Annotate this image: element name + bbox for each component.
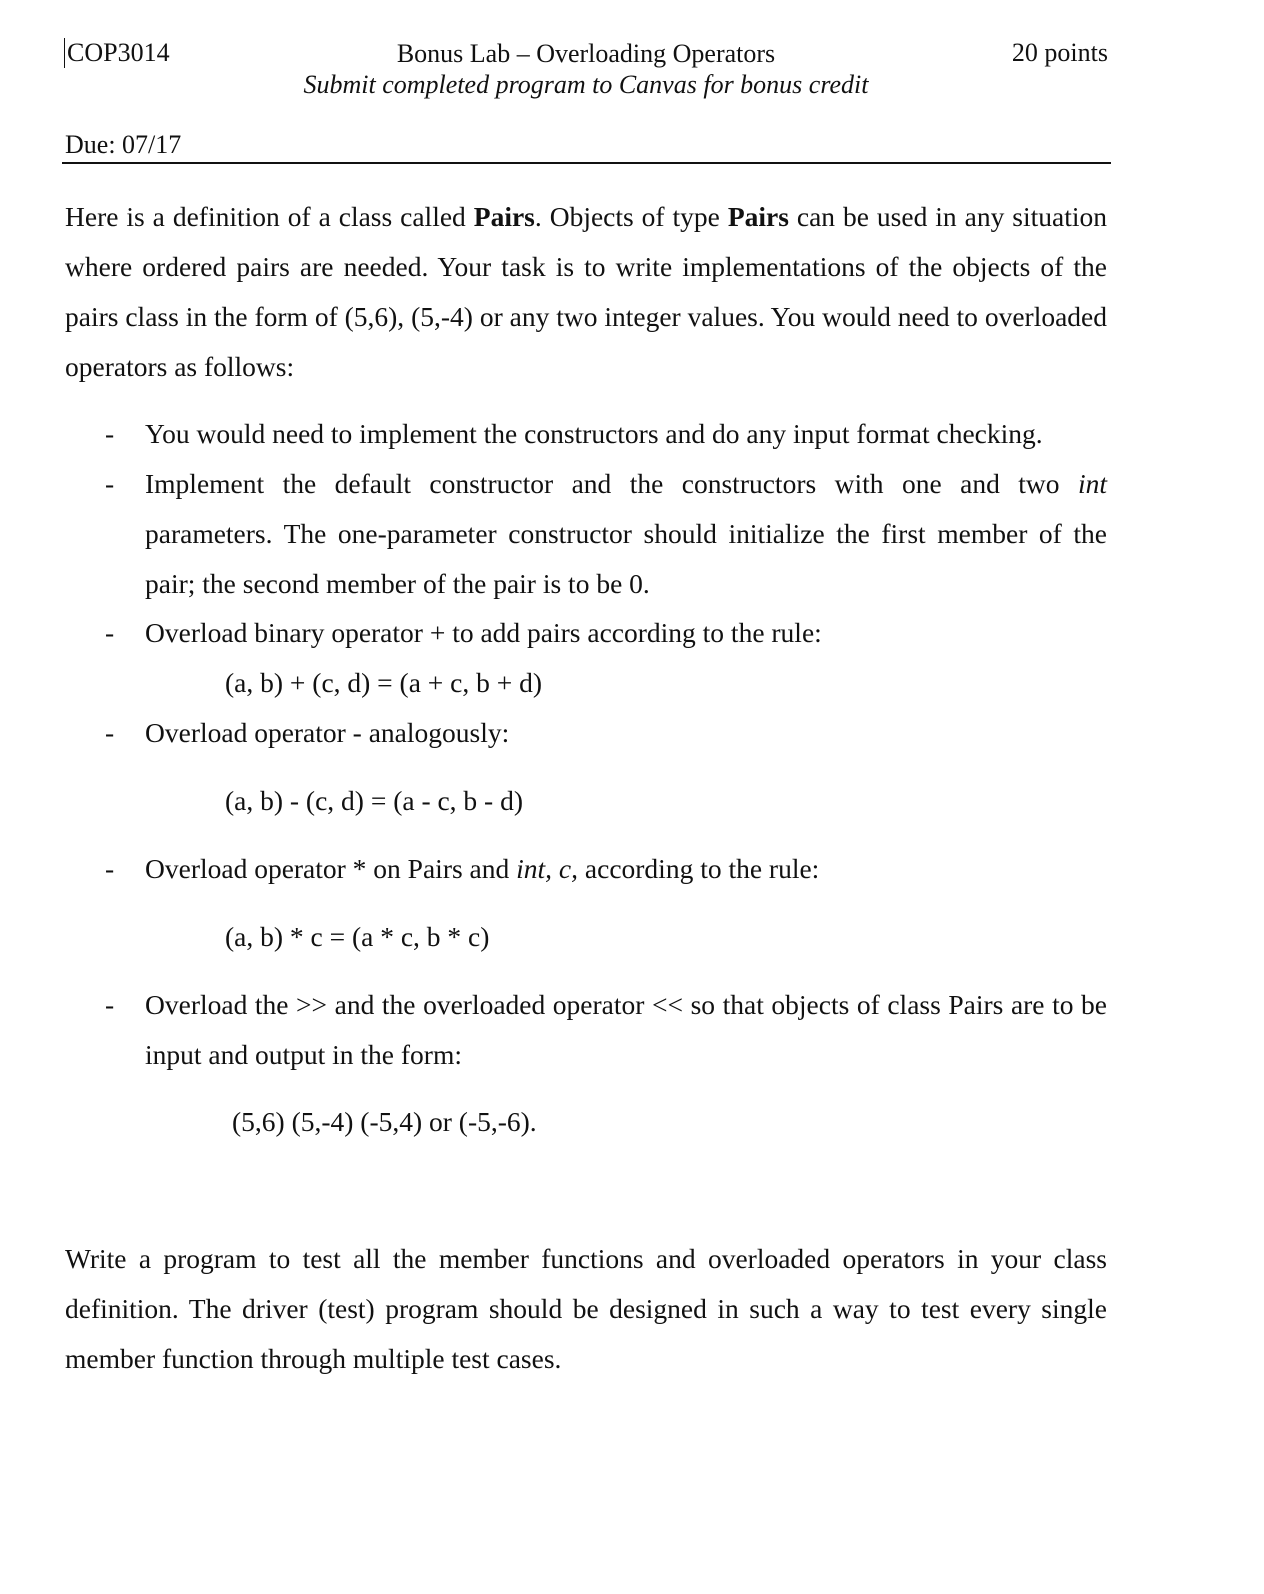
stream-format-example: (5,6) (5,-4) (-5,4) or (-5,-6). <box>232 1106 537 1137</box>
outro-paragraph: Write a program to test all the member functions and overloaded operators in your class definition. The driver (test) program should be designed in such a way to test every single member function through multiple test cases. <box>65 1243 1107 1374</box>
bullet-text: Overload the >> and the overloaded operator << so that objects of class Pairs are to be input and output in the form: <box>145 989 1107 1070</box>
header-divider <box>62 162 1111 164</box>
bullet-plus-operator <box>105 608 1107 658</box>
bullet-text <box>145 844 1107 894</box>
bullet-dash: - <box>105 989 115 1020</box>
class-name-bold: Pairs <box>473 201 535 232</box>
bullet-text-part: Overload operator * on Pairs and <box>145 853 517 884</box>
int-keyword: int <box>1077 468 1107 499</box>
class-name-bold: Pairs <box>727 201 789 232</box>
points-label: 20 points <box>1011 38 1108 67</box>
bullet-constructors-impl <box>105 459 1107 609</box>
bullet-dash: - <box>105 853 115 884</box>
intro-text-3: can be used in any situation where ordered pairs are needed. Your task is to write implementations of the objects of the pairs class in the form of (5,6), (5,-4) or any two integer values. You would need to overloaded operators as follows: <box>65 201 1108 382</box>
bullet-dash: - <box>105 418 115 449</box>
minus-formula: (a, b) - (c, d) = (a - c, b - d) <box>225 785 524 816</box>
int-c-keyword: int, c, <box>516 853 579 884</box>
bullet-text: Overload binary operator + to add pairs according to the rule: <box>145 617 822 648</box>
plus-formula: (a, b) + (c, d) = (a + c, b + d) <box>225 667 543 698</box>
intro-text-1: Here is a definition of a class called <box>65 201 474 232</box>
bullet-dash: - <box>105 468 115 499</box>
due-date: Due: 07/17 <box>65 130 182 159</box>
course-code: COP3014 <box>64 38 170 68</box>
bullet-dash: - <box>105 717 115 748</box>
bullet-stream-operators <box>105 980 1107 1080</box>
lab-subtitle: Submit completed program to Canvas for bonus credit <box>303 70 869 99</box>
bullet-dash: - <box>105 617 115 648</box>
bullet-text <box>145 459 1107 609</box>
header-center <box>286 38 886 100</box>
bullet-constructors-check <box>105 409 1107 459</box>
bullet-text-part: according to the rule: <box>578 853 820 884</box>
bullet-text-part: Implement the default constructor and the constructors with one and two <box>145 468 1078 499</box>
bullet-text-part: parameters. The one-parameter constructor should initialize the first member of the pair; the second member of the pair is to be 0. <box>145 518 1107 599</box>
intro-paragraph <box>65 192 1107 392</box>
bullet-minus-operator <box>105 708 1107 758</box>
multiply-formula: (a, b) * c = (a * c, b * c) <box>225 921 490 952</box>
bullet-text: You would need to implement the constructors and do any input format checking. <box>145 418 1043 449</box>
bullet-text: Overload operator - analogously: <box>145 717 510 748</box>
intro-text-2: . Objects of type <box>534 201 728 232</box>
bullet-multiply-operator <box>105 844 1107 894</box>
lab-title: Bonus Lab – Overloading Operators <box>396 39 776 68</box>
